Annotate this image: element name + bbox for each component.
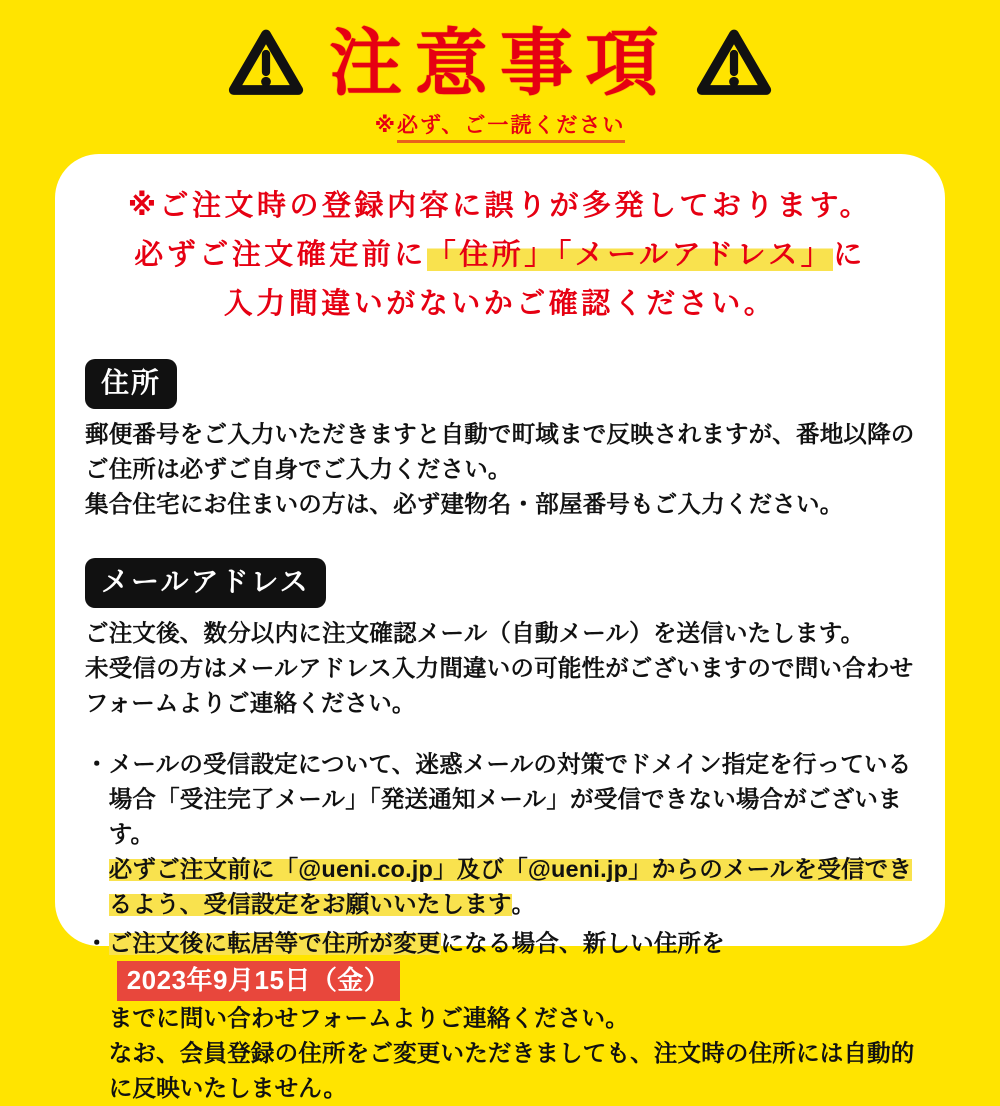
mail-settings-highlight: 必ずご注文前に「@ueni.co.jp」及び「@ueni.jp」からのメールを受信できるよう、受信設定をお願いいたします (108, 856, 913, 917)
email-paragraph-2: 未受信の方はメールアドレス入力間違いの可能性がございますので問い合わせフォームよりご連絡ください。 (85, 655, 914, 716)
mail-settings-period: 。 (511, 891, 536, 917)
deadline-badge: 2023年9月15日（金） (117, 961, 401, 1001)
highlight-email: 「メールアドレス」 (556, 239, 834, 271)
notice-line-2 (85, 231, 915, 280)
address-change-line-3: なお、会員登録の住所をご変更いただきましても、注文時の住所には自動的に反映いたしません。 (108, 1040, 915, 1101)
email-section-label: メールアドレス (85, 558, 326, 608)
address-change-line-2: までに問い合わせフォームよりご連絡ください。 (108, 1005, 629, 1031)
bullet-marker: ・ (85, 930, 109, 956)
notice-line-1: ※ご注文時の登録内容に誤りが多発しております。 (127, 190, 873, 222)
address-paragraph-2: 集合住宅にお住まいの方は、必ず建物名・部屋番号もご入力ください。 (85, 491, 844, 517)
page-title: 注意事項 (329, 22, 671, 104)
subtitle (0, 109, 1000, 139)
address-change-highlight: ご注文後に転居等で住所が変更 (108, 930, 441, 956)
notice-card (55, 154, 945, 1101)
header (0, 0, 1000, 104)
notice-line-2-post: に (833, 239, 866, 271)
warning-triangle-icon (695, 26, 773, 100)
bullet-marker: ・ (85, 751, 109, 777)
address-change-text: になる場合、新しい住所を (440, 930, 725, 956)
list-item-mail-settings (85, 747, 915, 922)
email-section (85, 558, 915, 721)
address-paragraph-1: 郵便番号をご入力いただきますと自動で町域まで反映されますが、番地以降のご住所は必ずご自身でご入力ください。 (85, 421, 915, 482)
mail-settings-text: メールの受信設定について、迷惑メールの対策でドメイン指定を行っている場合「受注完了メール」「発送通知メール」が受信できない場合がございます。 (108, 751, 912, 847)
highlight-address: 「住所」 (426, 239, 557, 271)
notice-line-3: 入力間違いがないかご確認ください。 (223, 288, 777, 320)
list-item-address-change (85, 926, 915, 1106)
address-change-line-1 (109, 926, 915, 1001)
notes-list (85, 747, 915, 1106)
email-section-body (85, 616, 915, 721)
notice-headline (85, 182, 915, 329)
warning-triangle-icon (227, 26, 305, 100)
notice-line-2-pre: 必ずご注文確定前に (134, 239, 427, 271)
address-section (85, 359, 915, 522)
subtitle-underlined-text: 必ず、ご一読ください (397, 114, 625, 143)
address-section-body (85, 417, 915, 522)
email-paragraph-1: ご注文後、数分以内に注文確認メール（自動メール）を送信いたします。 (85, 620, 865, 646)
subtitle-prefix: ※ (374, 114, 398, 137)
address-section-label: 住所 (85, 359, 177, 409)
